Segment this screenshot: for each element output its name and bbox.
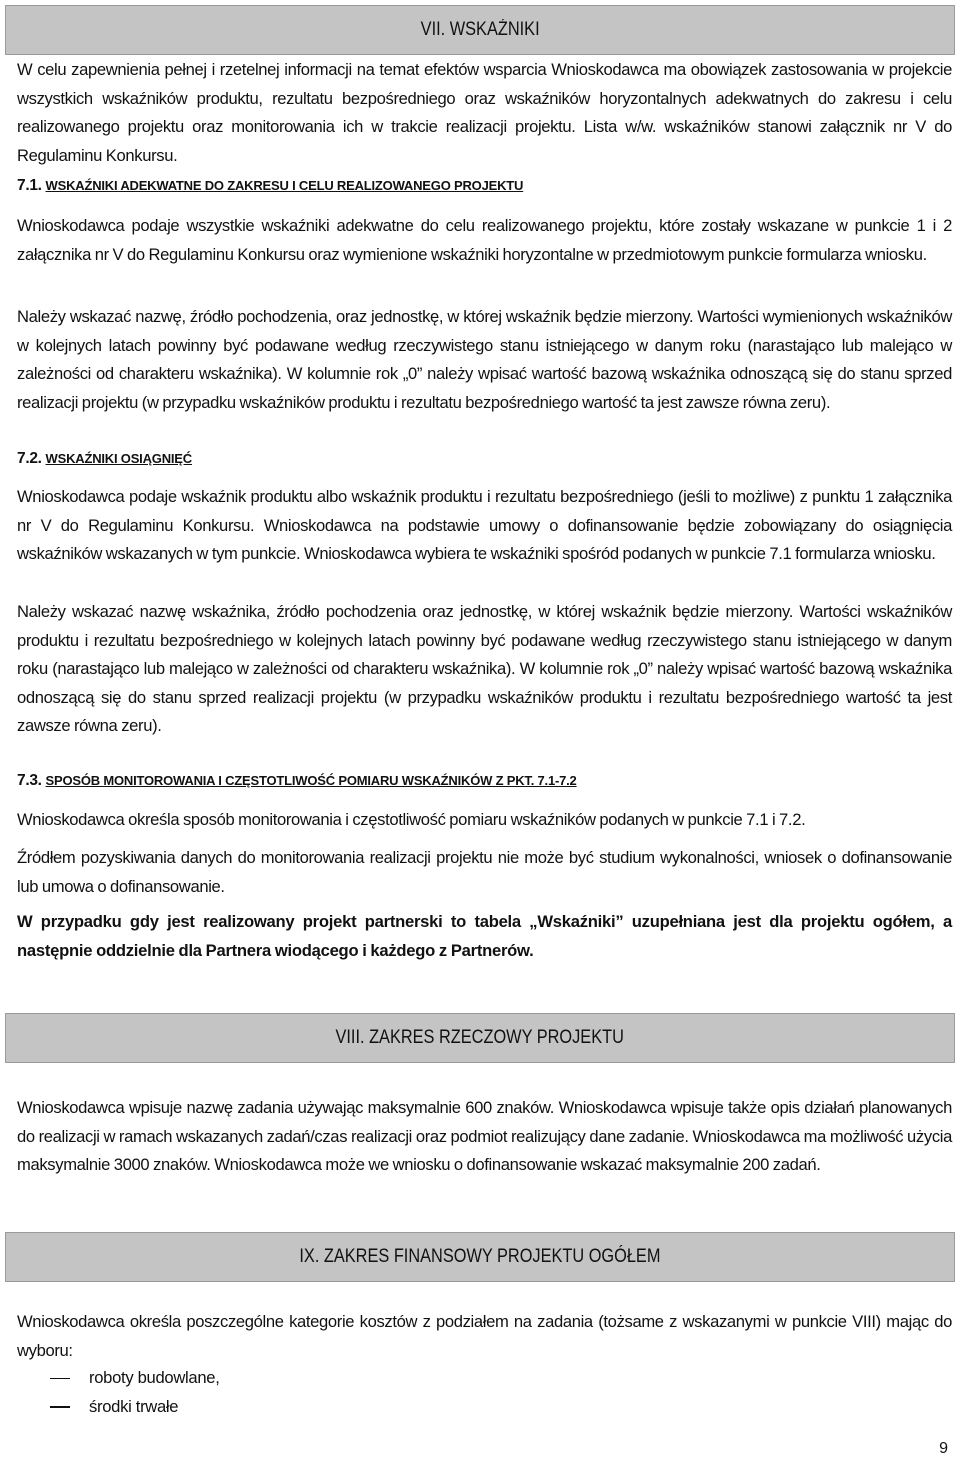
section-title: VIII. ZAKRES RZECZOWY PROJEKTU [335, 1027, 625, 1048]
subheading-number: 7.1. [17, 177, 42, 194]
list-item-label: środki trwałe [89, 1396, 179, 1416]
subheading-title: SPOSÓB MONITOROWANIA I CZĘSTOTLIWOŚĆ POMIARU WSKAŹNIKÓW Z PKT. 7.1-7.2 [45, 773, 577, 788]
subheading-title: WSKAŹNIKI ADEKWATNE DO ZAKRESU I CELU REALIZOWANEGO PROJEKTU [45, 178, 524, 193]
subheading-title: WSKAŹNIKI OSIĄGNIĘĆ [45, 451, 192, 466]
paragraph-8: Wnioskodawca wpisuje nazwę zadania używając maksymalnie 600 znaków. Wnioskodawca wpisuje także opis działań planowanych do realizacji w ramach wskazanych zadań/czas realizacji oraz podmiot realizujący dane zadanie. Wnioskodawca ma możliwość użycia maksymalnie 3000 znaków. Wnioskodawca może we wniosku o dofinansowanie wskazać maksymalnie 200 zadań. [17, 1098, 952, 1174]
list-item-label: roboty budowlane, [89, 1368, 220, 1387]
subheading-7-3 [17, 772, 577, 790]
dash-bullet-icon [50, 1378, 70, 1380]
subheading-number: 7.2. [17, 450, 42, 467]
page-number: 9 [939, 1440, 948, 1457]
intro-paragraph: W celu zapewnienia pełnej i rzetelnej informacji na temat efektów wsparcia Wnioskodawca ma obowiązek zastosowania w projekcie wszystkich wskaźników produktu, rezultatu bezpośredniego oraz wskaźników horyzontalnych adekwatnych do zakresu i celu realizowanego projektu oraz monitorowania ich w trakcie realizacji projektu. Lista w/w. wskaźników stanowi załącznik nr V do Regulaminu Konkursu. [17, 60, 952, 165]
paragraph-7-3-a: Wnioskodawca określa sposób monitorowania i częstotliwość pomiaru wskaźników podanych w punkcie 7.1 i 7.2. [17, 810, 806, 829]
cost-category-list [50, 1364, 550, 1421]
section-title: VII. WSKAŹNIKI [420, 19, 540, 40]
subheading-7-2 [17, 450, 192, 468]
section-header-zakres-finansowy [5, 1232, 955, 1282]
paragraph-7-3-bold-note: W przypadku gdy jest realizowany projekt partnerski to tabela „Wskaźniki” uzupełniana jest dla projektu ogółem, a następnie oddzielnie dla Partnera wiodącego i każdego z Partnerów. [17, 912, 952, 960]
paragraph-7-1-a: Wnioskodawca podaje wszystkie wskaźniki adekwatne do celu realizowanego projektu, które zostały wskazane w punkcie 1 i 2 załącznika nr V do Regulaminu Konkursu oraz wymienione wskaźniki horyzontalne w przedmiotowym punkcie formularza wniosku. [17, 216, 952, 264]
subheading-number: 7.3. [17, 772, 42, 789]
dash-bullet-icon [50, 1406, 70, 1408]
paragraph-7-2-a: Wnioskodawca podaje wskaźnik produktu albo wskaźnik produktu i rezultatu bezpośredniego (jeśli to możliwe) z punktu 1 załącznika nr V do Regulaminu Konkursu. Wnioskodawca na podstawie umowy o dofinansowanie będzie zobowiązany do osiągnięcia wskaźników wskazanych w tym punkcie. Wnioskodawca wybiera te wskaźniki spośród podanych w punkcie 7.1 formularza wniosku. [17, 487, 952, 563]
section-header-zakres-rzeczowy [5, 1013, 955, 1063]
list-item [50, 1364, 550, 1393]
subheading-7-1 [17, 177, 523, 195]
paragraph-7-3-b: Źródłem pozyskiwania danych do monitorowania realizacji projektu nie może być studium wykonalności, wniosek o dofinansowanie lub umowa o dofinansowanie. [17, 848, 952, 896]
section-header-wskazniki [5, 5, 955, 55]
paragraph-7-2-b: Należy wskazać nazwę wskaźnika, źródło pochodzenia oraz jednostkę, w której wskaźnik będzie mierzony. Wartości wskaźników produktu i rezultatu bezpośredniego w kolejnych latach powinny być podawane według rzeczywistego stanu istniejącego w danym roku (narastająco lub malejąco w zależności od charakteru wskaźnika). W kolumnie rok „0” należy wpisać wartość bazową wskaźnika odnoszącą się do stanu sprzed realizacji projektu (w przypadku wskaźników produktu i rezultatu bezpośredniego wartość ta jest zawsze równa zeru). [17, 602, 952, 735]
list-item [50, 1393, 550, 1422]
paragraph-7-1-b: Należy wskazać nazwę, źródło pochodzenia, oraz jednostkę, w której wskaźnik będzie mierzony. Wartości wymienionych wskaźników w kolejnych latach powinny być podawane według rzeczywistego stanu istniejącego w danym roku (narastająco lub malejąco w zależności od charakteru wskaźnika). W kolumnie rok „0” należy wpisać wartość bazową wskaźnika odnoszącą się do stanu sprzed realizacji projektu (w przypadku wskaźników produktu i rezultatu bezpośredniego wartość ta jest zawsze równa zeru). [17, 307, 952, 412]
section-title: IX. ZAKRES FINANSOWY PROJEKTU OGÓŁEM [299, 1246, 661, 1267]
paragraph-9: Wnioskodawca określa poszczególne kategorie kosztów z podziałem na zadania (tożsame z wskazanymi w punkcie VIII) mając do wyboru: [17, 1312, 952, 1360]
